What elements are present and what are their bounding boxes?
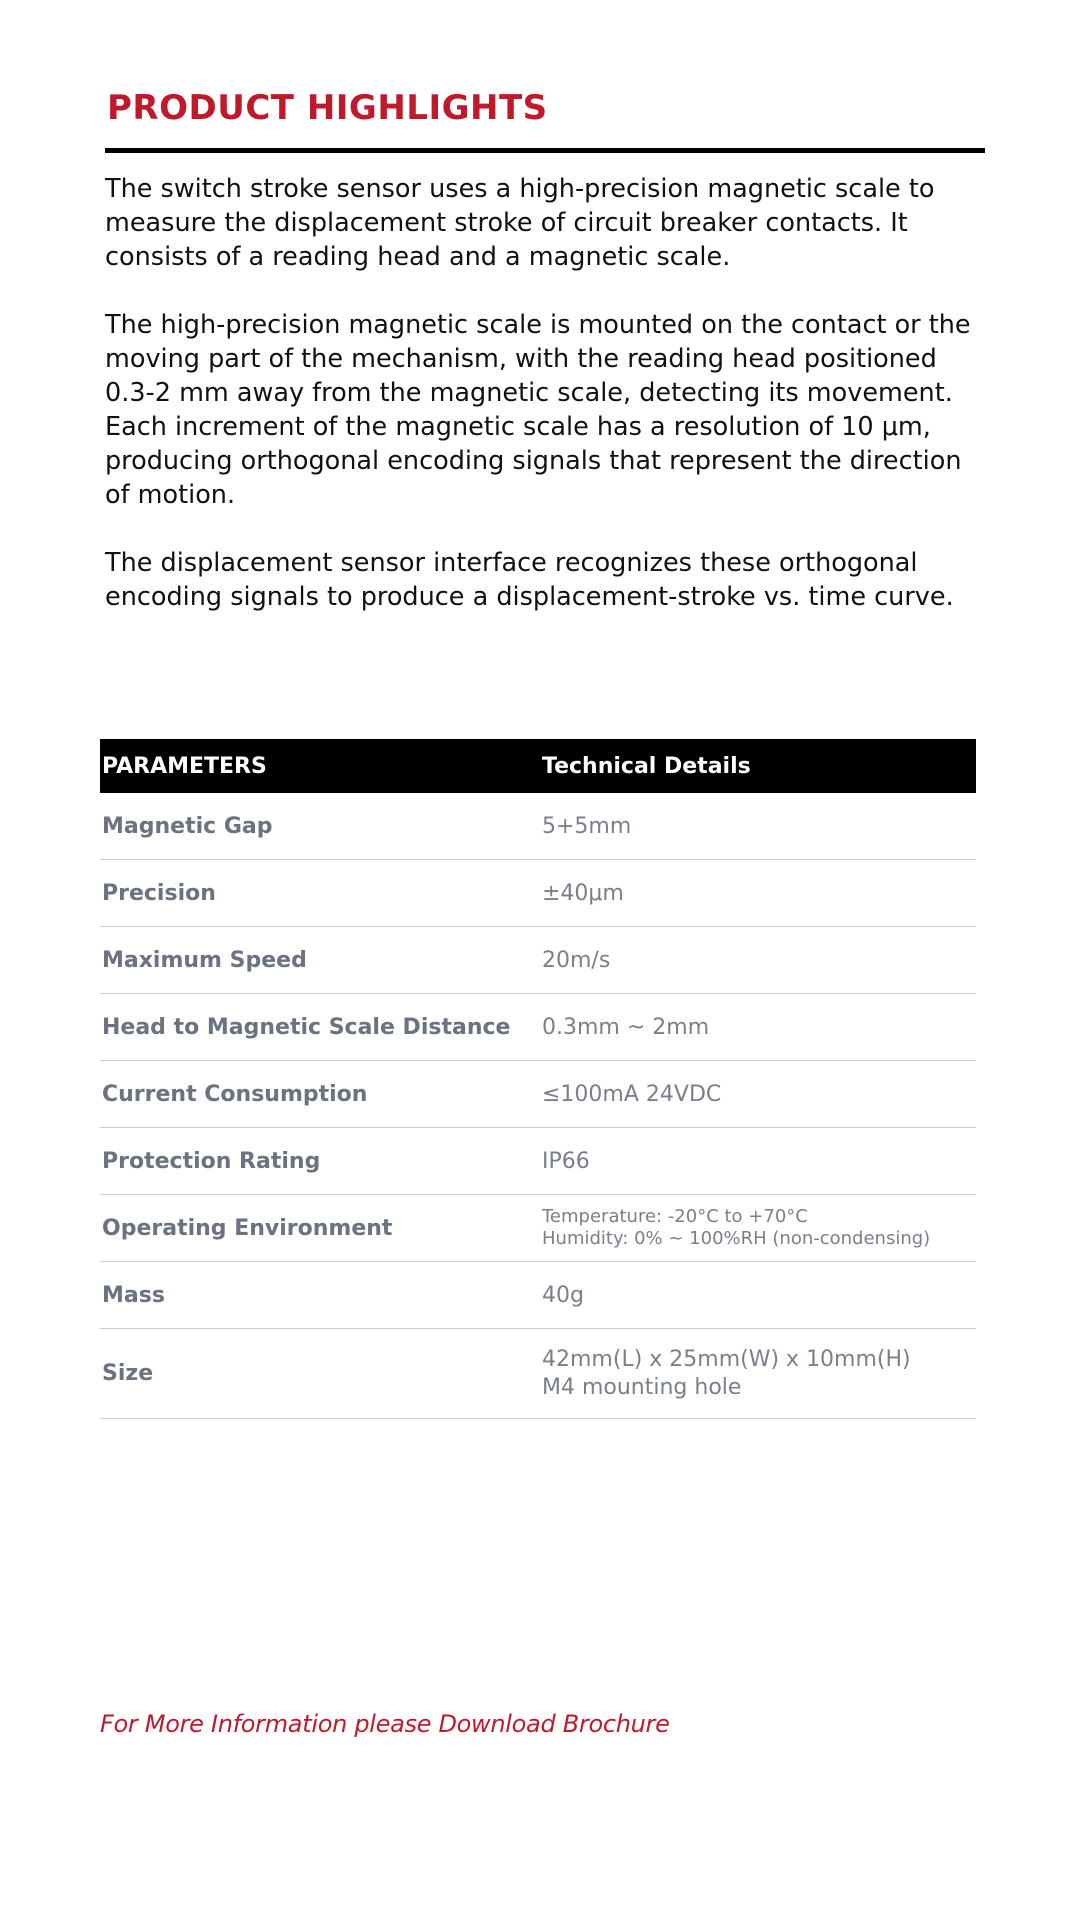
param-value: 5+5mm <box>540 793 976 860</box>
table-row <box>100 1061 976 1128</box>
table-header-row <box>100 739 976 793</box>
table-row <box>100 1128 976 1195</box>
download-brochure-link[interactable]: For More Information please Download Brochure <box>100 1710 670 1738</box>
param-value: 0.3mm ~ 2mm <box>540 994 976 1061</box>
param-value: ≤100mA 24VDC <box>540 1061 976 1128</box>
param-value: 40g <box>540 1262 976 1329</box>
param-value: ±40μm <box>540 860 976 927</box>
param-label: Operating Environment <box>100 1195 540 1262</box>
table-row <box>100 994 976 1061</box>
table-row <box>100 927 976 994</box>
param-label: Head to Magnetic Scale Distance <box>100 994 540 1061</box>
product-description <box>105 172 985 648</box>
param-value <box>540 1195 976 1262</box>
description-paragraph: The switch stroke sensor uses a high-precision magnetic scale to measure the displacement stroke of circuit breaker contacts. It consists of a reading head and a magnetic scale. <box>105 174 935 272</box>
table-row <box>100 793 976 860</box>
param-value: IP66 <box>540 1128 976 1195</box>
param-label: Size <box>100 1329 540 1419</box>
description-paragraph: The displacement sensor interface recognizes these orthogonal encoding signals to produce a displacement-stroke vs. time curve. <box>105 548 954 612</box>
param-value <box>540 1329 976 1419</box>
value-line: 42mm(L) x 25mm(W) x 10mm(H) <box>542 1346 911 1372</box>
param-label: Mass <box>100 1262 540 1329</box>
value-line: M4 mounting hole <box>542 1374 742 1400</box>
header-parameters: PARAMETERS <box>100 739 540 793</box>
param-label: Magnetic Gap <box>100 793 540 860</box>
param-value: 20m/s <box>540 927 976 994</box>
title-divider <box>105 148 985 153</box>
table-row <box>100 1195 976 1262</box>
table-row <box>100 1262 976 1329</box>
table-row <box>100 860 976 927</box>
header-technical-details: Technical Details <box>540 739 976 793</box>
product-highlights-title: PRODUCT HIGHLIGHTS <box>107 88 548 128</box>
param-label: Protection Rating <box>100 1128 540 1195</box>
specifications-table <box>100 739 976 1419</box>
value-line: Temperature: -20°C to +70°C <box>542 1206 808 1227</box>
description-paragraph: The high-precision magnetic scale is mounted on the contact or the moving part of the mechanism, with the reading head positioned 0.3-2 mm away from the magnetic scale, detecting its movement. Each increment of the magnetic scale has a resolution of 10 μm, producing orthogonal encoding signals that represent the direction of motion. <box>105 310 971 510</box>
param-label: Current Consumption <box>100 1061 540 1128</box>
table-row <box>100 1329 976 1419</box>
param-label: Maximum Speed <box>100 927 540 994</box>
value-line: Humidity: 0% ~ 100%RH (non-condensing) <box>542 1228 931 1249</box>
param-label: Precision <box>100 860 540 927</box>
